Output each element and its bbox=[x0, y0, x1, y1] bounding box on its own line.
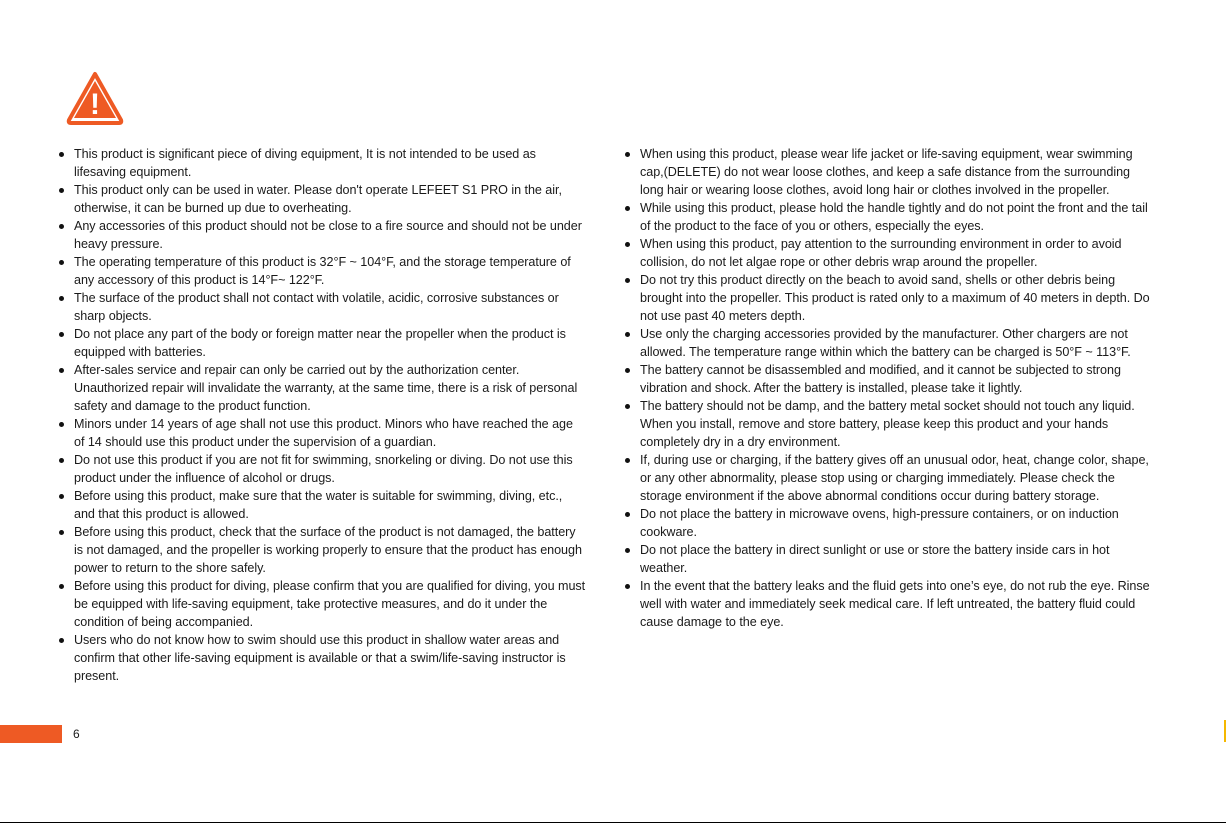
list-item: After-sales service and repair can only be carried out by the authorization center. Unauthorized repair will invalidate the warranty, at the same time, there is a risk of personal safety and damage to the product function. bbox=[58, 361, 586, 415]
list-item: Do not try this product directly on the beach to avoid sand, shells or other debris being brought into the propeller. This product is rated only to a maximum of 40 meters in depth. Do not use past 40 meters depth. bbox=[624, 271, 1154, 325]
list-item: Any accessories of this product should not be close to a fire source and should not be under heavy pressure. bbox=[58, 217, 586, 253]
list-item: The battery cannot be disassembled and modified, and it cannot be subjected to strong vibration and shock. After the battery is installed, please take it lightly. bbox=[624, 361, 1154, 397]
warning-exclamation-glyph: ! bbox=[90, 88, 100, 121]
warning-triangle-icon bbox=[65, 70, 125, 126]
list-item: Before using this product, make sure that the water is suitable for swimming, diving, etc., and that this product is allowed. bbox=[58, 487, 586, 523]
list-item: This product only can be used in water. Please don't operate LEFEET S1 PRO in the air, otherwise, it can be burned up due to overheating. bbox=[58, 181, 586, 217]
list-item: Before using this product for diving, please confirm that you are qualified for diving, you must be equipped with life-saving equipment, take protective measures, and do it under the condition of being accompanied. bbox=[58, 577, 586, 631]
list-item: The surface of the product shall not contact with volatile, acidic, corrosive substances or sharp objects. bbox=[58, 289, 586, 325]
page-tab-marker bbox=[0, 725, 62, 743]
page-number: 6 bbox=[73, 727, 80, 741]
list-item: In the event that the battery leaks and the fluid gets into one’s eye, do not rub the eye. Rinse well with water and immediately seek medical care. If left untreated, the battery fluid could cause damage to the eye. bbox=[624, 577, 1154, 631]
list-item: Do not place any part of the body or foreign matter near the propeller when the product is equipped with batteries. bbox=[58, 325, 586, 361]
safety-list-right bbox=[624, 145, 1154, 631]
list-item: Before using this product, check that the surface of the product is not damaged, the battery is not damaged, and the propeller is working properly to ensure that the product has enough power to return to the shore safely. bbox=[58, 523, 586, 577]
list-item: If, during use or charging, if the battery gives off an unusual odor, heat, change color, shape, or any other abnormality, please stop using or charging immediately. Please check the storage environment if the above abnormal conditions occur during battery storage. bbox=[624, 451, 1154, 505]
list-item: The battery should not be damp, and the battery metal socket should not touch any liquid. When you install, remove and store battery, please keep this product and your hands completely dry in a dry environment. bbox=[624, 397, 1154, 451]
list-item: Do not place the battery in direct sunlight or use or store the battery inside cars in hot weather. bbox=[624, 541, 1154, 577]
list-item: Minors under 14 years of age shall not use this product. Minors who have reached the age of 14 should use this product under the supervision of a guardian. bbox=[58, 415, 586, 451]
safety-list-left bbox=[58, 145, 586, 685]
list-item: While using this product, please hold the handle tightly and do not point the front and the tail of the product to the face of you or others, especially the eyes. bbox=[624, 199, 1154, 235]
list-item: Do not use this product if you are not fit for swimming, snorkeling or diving. Do not use this product under the influence of alcohol or drugs. bbox=[58, 451, 586, 487]
list-item: The operating temperature of this product is 32°F ~ 104°F, and the storage temperature of any accessory of this product is 14°F~ 122°F. bbox=[58, 253, 586, 289]
list-item: Do not place the battery in microwave ovens, high-pressure containers, or on induction cookware. bbox=[624, 505, 1154, 541]
list-item: Users who do not know how to swim should use this product in shallow water areas and confirm that other life-saving equipment is available or that a swim/life-saving instructor is present. bbox=[58, 631, 586, 685]
list-item: When using this product, please wear life jacket or life-saving equipment, wear swimming cap,(DELETE) do not wear loose clothes, and keep a safe distance from the surrounding long hair or wearing loose clothes, avoid long hair or clothes involved in the propeller. bbox=[624, 145, 1154, 199]
list-item: This product is significant piece of diving equipment, It is not intended to be used as lifesaving equipment. bbox=[58, 145, 586, 181]
list-item: When using this product, pay attention to the surrounding environment in order to avoid collision, do not let algae rope or other debris wrap around the propeller. bbox=[624, 235, 1154, 271]
list-item: Use only the charging accessories provided by the manufacturer. Other chargers are not allowed. The temperature range within which the battery can be charged is 50°F ~ 113°F. bbox=[624, 325, 1154, 361]
